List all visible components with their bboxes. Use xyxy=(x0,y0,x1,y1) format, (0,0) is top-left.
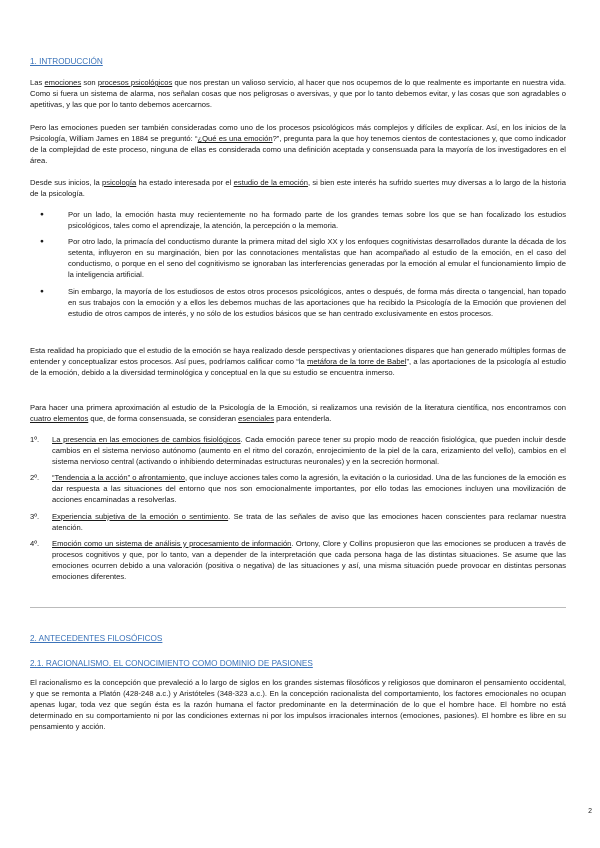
item-number: 1º. xyxy=(30,435,40,444)
list-item xyxy=(30,434,566,467)
underlined-term: cuatro elementos xyxy=(30,414,89,424)
underlined-term: emociones xyxy=(44,78,82,87)
item-title: “Tendencia a la acción” o afrontamiento xyxy=(52,473,186,483)
page-number: 2 xyxy=(588,808,592,815)
text-run: Desde sus inicios, la xyxy=(30,178,103,187)
text-run: Esta realidad ha propiciado que el estudio de la emoción se haya realizado desde perspectivas y orientaciones dispares que han generado múltiples formas de entender y conceptualizar estos procesos. Así pues, podríamos calificar como “la xyxy=(30,346,566,367)
bullet-list xyxy=(30,209,566,324)
text-run: ”, a las aportaciones de la psicología al estudio de la emoción, debido a la diversidad terminológica y conceptual en la que su estudio se encuentra inmerso. xyxy=(30,357,566,378)
section-heading-introduccion: 1. INTRODUCCIÓN xyxy=(30,57,103,66)
list-item: ● Sin embargo, la mayoría de los estudiosos de estos otros procesos psicológicos, antes o después, de forma más directa o tangencial, han topado en sus trabajos con la emoción y a ellos les debemos muchas de las aportaciones que ha recibido la Psicología de la Emoción que provienen del estudio de otros campos de interés, y no sólo de los estudios básicos que se han centrado exclusivamente en estos procesos. xyxy=(30,286,566,319)
section-heading-antecedentes: 2. ANTECEDENTES FILOSÓFICOS xyxy=(30,634,163,643)
numbered-list xyxy=(30,434,566,587)
text-run: ?”, pregunta para la que hoy tenemos cientos de contestaciones y, que como indicador de la complejidad de este proceso, ninguna de ellas es considerada como una definición aceptada y consensuada para la mayoría de los investigadores en el área. xyxy=(30,134,567,166)
item-text: , que incluye acciones tales como la agresión, la evitación o la curiosidad. Una de las funciones de la emoción es dar respuesta a las situaciones del entorno que nos son emocionalmente importantes, por ello todas las emociones incluyen una movilización de acciones encaminadas a resolverlas. xyxy=(52,473,566,505)
list-item xyxy=(30,538,566,582)
paragraph-complejidad xyxy=(30,122,566,166)
list-item: ● Por otro lado, la primacía del conductismo durante la primera mitad del siglo XX y los enfoques cognitivistas desarrollados durante la década de los setenta, influyeron en su marginación, bien por las connotaciones mentalistas que han acompañado al estudio de la emoción, en el caso del conductismo, o porque en el seno del cognitivismo se ignoraban las interferencias generadas por la emoción al emular el funcionamiento limpio de la inteligencia artificial. xyxy=(30,236,566,280)
item-text: . Cada emoción parece tener su propio modo de reacción fisiológica, que pueden incluir desde cambios en el sistema nervioso autónomo (aumento en el ritmo del corazón, enrojecimiento de la piel de la cara, erizamiento del vello), cambios en el sistema nervioso central (activando o inhibiendo determinadas estructuras neuronales) y en la secreción hormonal. xyxy=(52,435,567,467)
item-number: 2º. xyxy=(30,473,40,483)
text-run: que, de forma consensuada, se consideran xyxy=(88,414,239,424)
item-text: . Ortony, Clore y Collins propusieron que las emociones se producen a través de procesos cognitivos y que, por lo tanto, van a depender de la interpretación que cada persona haga de las distintas situaciones. Se asume que las emociones ocurren debido a una valoración (positiva o negativa) de las situaciones y así, una misma situación puede provocar en distintas personas emociones diferentes. xyxy=(52,538,566,582)
item-text: . Se trata de las señales de aviso que las emociones hacen conscientes para reclamar nuestra atención. xyxy=(52,511,566,532)
paragraph-historia xyxy=(30,177,566,199)
list-item xyxy=(30,511,566,533)
item-number: 3º. xyxy=(30,511,40,521)
item-title: La presencia en las emociones de cambios fisiológicos xyxy=(52,435,241,444)
list-item xyxy=(30,472,566,505)
text-run: Las xyxy=(30,78,45,87)
text-run: , si bien este interés ha sufrido suertes muy diversas a lo largo de la historia de la psicología. xyxy=(30,178,566,199)
text-run: para entenderla. xyxy=(274,414,332,424)
item-title: Emoción como un sistema de análisis y procesamiento de información xyxy=(52,538,292,548)
list-item: ● Por un lado, la emoción hasta muy recientemente no ha formado parte de los grandes temas sobre los que se han focalizado los estudios psicológicos, tales como el aprendizaje, la atención, la percepción o la memoria. xyxy=(30,209,566,231)
underlined-term: ¿Qué es una emoción xyxy=(197,134,273,144)
underlined-term: procesos psicológicos xyxy=(97,78,173,87)
item-number: 4º. xyxy=(30,538,40,548)
text-run: Para hacer una primera aproximación al estudio de la Psicología de la Emoción, si realizamos una revisión de la literatura científica, nos encontramos con xyxy=(30,403,566,412)
paragraph-elementos xyxy=(30,402,566,424)
text-run: ha estado interesada por el xyxy=(136,178,234,187)
section-divider xyxy=(30,607,566,608)
underlined-term: esenciales xyxy=(238,414,275,424)
paragraph-emociones xyxy=(30,77,566,110)
subsection-heading-racionalismo: 2.1. RACIONALISMO. EL CONOCIMIENTO COMO DOMINIO DE PASIONES xyxy=(30,659,313,668)
text-run: Pero las emociones pueden ser también consideradas como uno de los procesos psicológicos más complejos y difíciles de explicar. Así, en los inicios de la Psicología, William James en 1884 se preguntó: “ xyxy=(30,123,566,144)
paragraph-babel xyxy=(30,345,566,378)
paragraph-racionalismo: El racionalismo es la concepción que prevaleció a lo largo de siglos en los grandes sistemas filosóficos y religiosos que dominaron el pensamiento occidental, y que se remonta a Platón (428-248 a.c.) y Aristóteles (348-323 a.c.). En la concepción racionalista del comportamiento, los factores emocionales no ocupan apenas lugar, toda vez que según ésta es la razón humana el factor predominante en la determinación de lo que el hombre hace. El hombre no está determinado en su comportamiento ni por las condiciones externas ni por los impulsos irracionales internos (emociones, pasiones). El hombre es libre en su pensamiento y acción. xyxy=(30,678,566,732)
text-run: que nos prestan un valioso servicio, al hacer que nos ocupemos de lo que realmente es importante en nuestra vida. Como si fuera un sistema de alarma, nos señalan cosas que nos peligrosas o aversivas, y que por lo tanto debemos evitar, y las cosas que son agradables o apetitivas, y las que por lo tanto debemos acercarnos. xyxy=(30,78,566,110)
underlined-term: estudio de la emoción xyxy=(233,178,308,187)
underlined-term: psicología xyxy=(102,178,137,187)
item-title: Experiencia subjetiva de la emoción o sentimiento xyxy=(52,511,229,521)
underlined-term: metáfora de la torre de Babel xyxy=(307,357,407,367)
text-run: son xyxy=(81,78,98,87)
